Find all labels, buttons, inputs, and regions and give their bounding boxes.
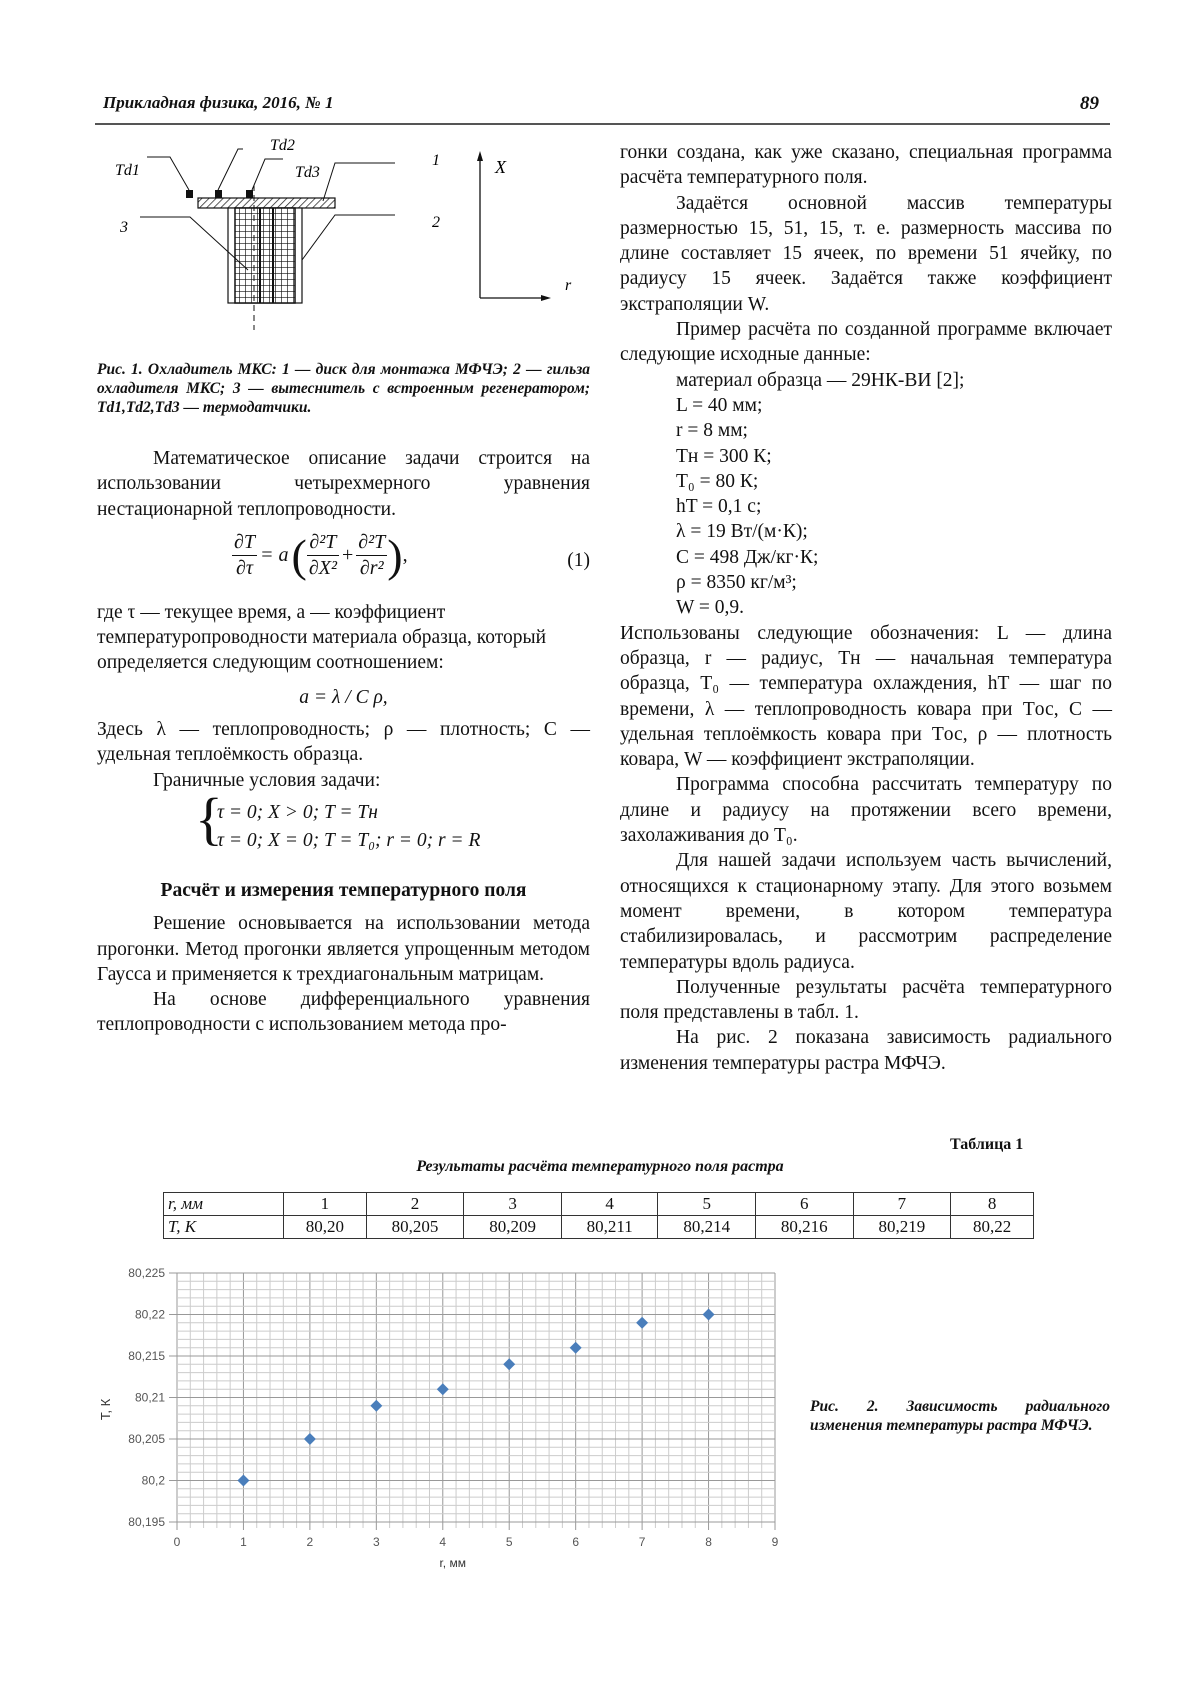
param-item: T₀ = 80 К;	[676, 470, 759, 492]
param-item: ρ = 8350 кг/м³;	[676, 572, 797, 594]
page-number: 89	[1080, 93, 1099, 114]
table-cell: 2	[366, 1193, 464, 1216]
results-table	[163, 1192, 1034, 1239]
table-cell: 80,205	[366, 1216, 464, 1239]
paragraph: На рис. 2 показана зависимость радиального изменения температуры растра МФЧЭ.	[620, 1027, 1112, 1074]
paragraph: Программа способна рассчитать температуру по длине и радиусу на протяжении всего времени, захолаживания до T₀.	[620, 774, 1112, 847]
y-tick-label: 80,21	[134, 1390, 165, 1405]
param-item: L = 40 мм;	[676, 394, 763, 416]
param-item: r = 8 мм;	[676, 420, 748, 442]
table-cell: 5	[658, 1193, 756, 1216]
paragraph: где τ — текущее время, a — коэффициент температуропроводности материала образца, который определяется следующим соотношением:	[97, 601, 547, 674]
label-td2: Td2	[270, 137, 295, 154]
right-column	[620, 140, 1112, 1076]
equation-number: (1)	[567, 549, 590, 571]
paragraph: Задаётся основной массив температуры размерностью 15, 51, 15, т. е. размерность массива по длине составляет 15 ячеек, по времени 51 ячейку, по радиусу 15 ячеек. Задаётся также коэффициент экстраполяции W.	[620, 192, 1112, 315]
table-cell: 4	[561, 1193, 658, 1216]
axis-x-label: X	[495, 157, 506, 177]
paragraph: Граничные условия задачи:	[153, 769, 381, 791]
data-point-marker	[370, 1400, 382, 1412]
x-tick-label: 5	[505, 1535, 513, 1549]
chart-grid	[169, 1273, 775, 1530]
paragraph: Пример расчёта по созданной программе включает следующие исходные данные:	[620, 319, 1112, 366]
row-header: r, мм	[164, 1193, 284, 1216]
table-cell: 8	[951, 1193, 1034, 1216]
section-title: Расчёт и измерения температурного поля	[160, 879, 527, 901]
table-cell: 80,211	[561, 1216, 658, 1239]
table-cell: 80,20	[284, 1216, 367, 1239]
y-tick-label: 80,195	[128, 1515, 165, 1529]
label-1: 1	[432, 152, 440, 169]
param-item: hT = 0,1 с;	[676, 496, 762, 518]
y-tick-label: 80,2	[141, 1473, 165, 1488]
parameters-list	[620, 368, 1112, 621]
label-td1: Td1	[115, 162, 140, 179]
x-tick-label: 4	[439, 1535, 447, 1549]
x-tick-label: 2	[306, 1535, 314, 1549]
figure-2-chart	[80, 1260, 800, 1580]
table-cell: 80,209	[464, 1216, 562, 1239]
data-point-marker	[503, 1358, 515, 1370]
table-cell: 7	[853, 1193, 951, 1216]
paragraph: Использованы следующие обозначения: L — длина образца, r — радиус, Tн — начальная температура образца, T₀ — температура охлаждения, hT — шаг по времени, λ — теплопроводность ковара при Tос, C — удельная теплоёмкость ковара при Tос, ρ — плотность ковара, W — коэффициент экстраполяции.	[620, 622, 1112, 771]
table-row	[164, 1216, 1034, 1239]
equation-1: $\frac{\partial T}{\partial\tau}$ = a ( $\frac{\text{∂²T}}{\text{∂X²}}$ + $\frac{\text{∂²T}}{\text{∂r²}}$ ) , (1)	[234, 529, 590, 581]
left-column	[97, 446, 590, 1038]
table-cell: 1	[284, 1193, 367, 1216]
data-point-marker	[703, 1309, 715, 1321]
data-point-marker	[237, 1475, 249, 1487]
x-tick-label: 8	[705, 1535, 712, 1549]
table-row	[164, 1193, 1034, 1216]
y-tick-label: 80,22	[134, 1307, 165, 1322]
paragraph: гонки создана, как уже сказано, специальная программа расчёта температурного поля.	[620, 142, 1112, 189]
param-item: C = 498 Дж/кг·К;	[676, 546, 819, 568]
label-2: 2	[432, 214, 440, 231]
y-axis-label: T, К	[98, 1398, 113, 1421]
param-item: материал образца — 29НК-ВИ [2];	[676, 369, 965, 391]
y-tick-label: 80,205	[128, 1432, 165, 1446]
axis-r-label: r	[565, 277, 572, 294]
y-tick-label: 80,215	[128, 1349, 165, 1363]
data-point-marker	[304, 1433, 316, 1445]
x-tick-label: 7	[638, 1535, 646, 1549]
y-tick-label: 80,225	[128, 1266, 165, 1280]
param-item: λ = 19 Вт/(м·К);	[676, 521, 808, 543]
data-point-marker	[570, 1342, 582, 1354]
paragraph: Для нашей задачи используем часть вычислений, относящихся к стационарному этапу. Для этого возьмем момент времени, в котором температура стабилизировалась, и рассмотрим распределение температуры вдоль радиуса.	[620, 850, 1112, 973]
table-cell: 80,22	[951, 1216, 1034, 1239]
row-header: T, К	[164, 1216, 284, 1239]
header-rule	[95, 123, 1110, 125]
boundary-conditions: { τ = 0; X > 0; T = Tн τ = 0; X = 0; T = T₀; r = 0; r = R	[195, 785, 481, 851]
paragraph: Полученные результаты расчёта температурного поля представлены в табл. 1.	[620, 976, 1112, 1024]
data-point-marker	[437, 1383, 449, 1395]
x-axis-label: r, мм	[439, 1556, 466, 1570]
paragraph: На основе дифференциального уравнения теплопроводности с использованием метода про-	[97, 989, 590, 1036]
paragraph: Здесь λ — теплопроводность; ρ — плотность; C — удельная теплоёмкость образца.	[97, 719, 590, 766]
table-cell: 80,219	[853, 1216, 951, 1239]
label-td3: Td3	[295, 164, 320, 181]
param-item: Tн = 300 К;	[676, 445, 772, 467]
x-tick-label: 9	[771, 1535, 779, 1549]
paragraph: Математическое описание задачи строится на использовании четырехмерного уравнения нестационарной теплопроводности.	[97, 448, 590, 520]
param-item: W = 0,9.	[676, 597, 745, 619]
x-tick-label: 6	[572, 1535, 580, 1549]
journal-title: Прикладная физика, 2016, № 1	[103, 93, 334, 112]
table-cell: 6	[756, 1193, 854, 1216]
x-tick-label: 1	[240, 1535, 247, 1549]
figure-1-caption: Рис. 1. Охладитель МКС: 1 — диск для монтажа МФЧЭ; 2 — гильза охладителя МКС; 3 — вытеснитель с встроенным регенератором; Td1,Td2,Td3 — термодатчики.	[97, 361, 590, 416]
figure-1-diagram	[95, 135, 595, 335]
figure-2-caption: Рис. 2. Зависимость радиального изменения температуры растра МФЧЭ.	[810, 1398, 1110, 1434]
equation-2: a = λ / C ρ,	[299, 686, 388, 708]
table-label: Таблица 1	[950, 1136, 1024, 1153]
table-cell: 80,214	[658, 1216, 756, 1239]
data-point-marker	[636, 1317, 648, 1329]
paragraph: Решение основывается на использовании метода прогонки. Метод прогонки является упрощенным методом Гаусса и применяется к трехдиагональным матрицам.	[97, 913, 590, 985]
label-3: 3	[120, 219, 128, 236]
table-cell: 3	[464, 1193, 562, 1216]
x-tick-label: 3	[372, 1535, 380, 1549]
x-tick-label: 0	[173, 1535, 181, 1549]
table-title: Результаты расчёта температурного поля растра	[416, 1158, 784, 1175]
table-cell: 80,216	[756, 1216, 854, 1239]
